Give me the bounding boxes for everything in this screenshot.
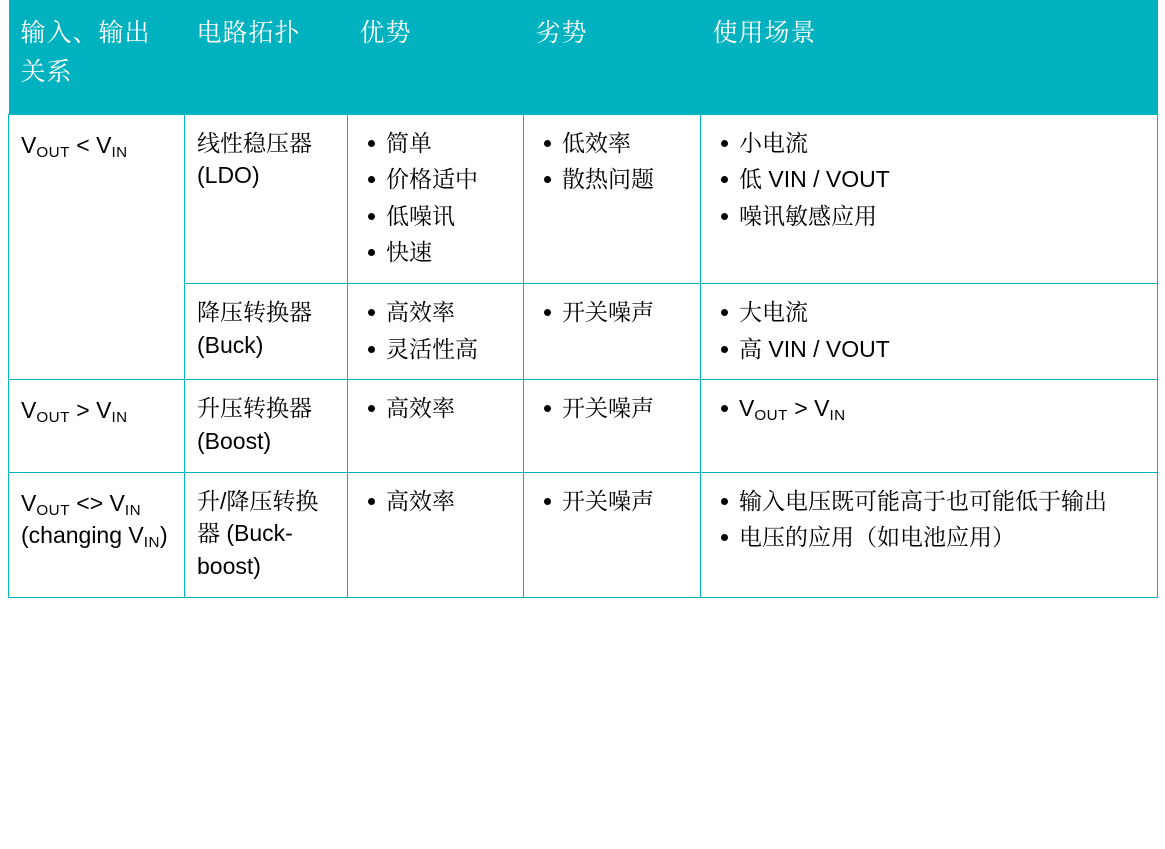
relation-operator: < V bbox=[69, 131, 112, 158]
cell-disadvantages-ldo bbox=[524, 114, 701, 284]
relation-operator: > V bbox=[787, 395, 830, 422]
advantages-list bbox=[360, 485, 513, 518]
cell-use-cases-buck bbox=[701, 284, 1158, 380]
use-cases-list bbox=[713, 127, 1147, 233]
list-item: 低效率 bbox=[562, 127, 690, 160]
list-item: 小电流 bbox=[739, 127, 1147, 160]
list-item: 高效率 bbox=[386, 485, 513, 518]
list-item: 高效率 bbox=[386, 392, 513, 425]
column-header-disadvantages: 劣势 bbox=[524, 0, 701, 114]
list-item: 价格适中 bbox=[386, 163, 513, 196]
cell-advantages-boost bbox=[348, 380, 524, 472]
cell-use-cases-boost bbox=[701, 380, 1158, 472]
power-topology-comparison-table bbox=[8, 0, 1158, 598]
column-header-advantages: 优势 bbox=[348, 0, 524, 114]
list-item: 大电流 bbox=[739, 296, 1147, 329]
relation-prefix: V bbox=[739, 395, 755, 422]
cell-advantages-buck bbox=[348, 284, 524, 380]
cell-disadvantages-buck-boost bbox=[524, 472, 701, 597]
column-header-relation: 输入、输出关系 bbox=[9, 0, 185, 114]
list-item: 开关噪声 bbox=[562, 392, 690, 425]
list-item: 电压的应用（如电池应用） bbox=[739, 521, 1147, 554]
topology-label: 降压转换器 (Buck) bbox=[197, 299, 312, 358]
cell-relation-vout-varies-vin bbox=[9, 472, 185, 597]
table-row bbox=[9, 472, 1158, 597]
advantages-list bbox=[360, 392, 513, 425]
cell-topology-boost bbox=[185, 380, 348, 472]
relation-sub-out: OUT bbox=[36, 501, 70, 519]
table-header-row bbox=[9, 0, 1158, 114]
relation-sub-in: IN bbox=[829, 407, 846, 425]
disadvantages-list bbox=[536, 296, 690, 329]
column-header-topology: 电路拓扑 bbox=[185, 0, 348, 114]
cell-topology-buck-boost bbox=[185, 472, 348, 597]
disadvantages-list bbox=[536, 127, 690, 196]
cell-advantages-buck-boost bbox=[348, 472, 524, 597]
topology-label: 线性稳压器 (LDO) bbox=[197, 129, 312, 189]
list-item: 低噪讯 bbox=[386, 200, 513, 233]
use-cases-list bbox=[713, 392, 1147, 425]
relation-sub-out: OUT bbox=[754, 407, 788, 425]
cell-relation-vout-greater-vin bbox=[9, 380, 185, 472]
relation-changing-note: (changing V bbox=[21, 522, 144, 549]
advantages-list bbox=[360, 296, 513, 365]
table-row bbox=[9, 380, 1158, 472]
relation-sub-in: IN bbox=[111, 143, 128, 161]
relation-sub-in-2: IN bbox=[143, 534, 160, 552]
advantages-list bbox=[360, 127, 513, 270]
list-item: 输入电压既可能高于也可能低于输出 bbox=[739, 485, 1147, 518]
use-cases-list bbox=[713, 485, 1147, 554]
relation-prefix: V bbox=[21, 489, 37, 516]
relation-operator: <> V bbox=[69, 489, 125, 516]
cell-topology-ldo bbox=[185, 114, 348, 284]
relation-sub-out: OUT bbox=[36, 409, 70, 427]
relation-sub-in: IN bbox=[111, 409, 128, 427]
relation-prefix: V bbox=[21, 397, 37, 424]
table-header bbox=[9, 0, 1158, 114]
cell-disadvantages-boost bbox=[524, 380, 701, 472]
list-item: 高效率 bbox=[386, 296, 513, 329]
list-item: 散热问题 bbox=[562, 163, 690, 196]
relation-sub-in: IN bbox=[124, 501, 142, 519]
cell-use-cases-buck-boost bbox=[701, 472, 1158, 597]
topology-label: 升/降压转换器 (Buck-boost) bbox=[197, 487, 319, 580]
list-item: 简单 bbox=[386, 127, 513, 160]
list-item bbox=[739, 392, 1147, 425]
table-body bbox=[9, 114, 1158, 597]
list-item: 噪讯敏感应用 bbox=[739, 200, 1147, 233]
column-header-use-cases: 使用场景 bbox=[701, 0, 1158, 114]
cell-relation-vout-less-vin bbox=[9, 114, 185, 380]
list-item: 开关噪声 bbox=[562, 485, 690, 518]
list-item: 高 VIN / VOUT bbox=[739, 333, 1147, 366]
list-item: 快速 bbox=[386, 236, 513, 269]
cell-disadvantages-buck bbox=[524, 284, 701, 380]
disadvantages-list bbox=[536, 485, 690, 518]
relation-sub-out: OUT bbox=[36, 143, 70, 161]
table-row bbox=[9, 114, 1158, 284]
cell-advantages-ldo bbox=[348, 114, 524, 284]
disadvantages-list bbox=[536, 392, 690, 425]
list-item: 开关噪声 bbox=[562, 296, 690, 329]
topology-label: 升压转换器 (Boost) bbox=[197, 395, 312, 455]
relation-prefix: V bbox=[21, 131, 37, 158]
list-item: 低 VIN / VOUT bbox=[739, 163, 1147, 196]
relation-operator: > V bbox=[69, 397, 112, 424]
relation-close-paren: ) bbox=[159, 522, 168, 549]
list-item: 灵活性高 bbox=[386, 333, 513, 366]
use-cases-list bbox=[713, 296, 1147, 365]
cell-use-cases-ldo bbox=[701, 114, 1158, 284]
cell-topology-buck bbox=[185, 284, 348, 380]
